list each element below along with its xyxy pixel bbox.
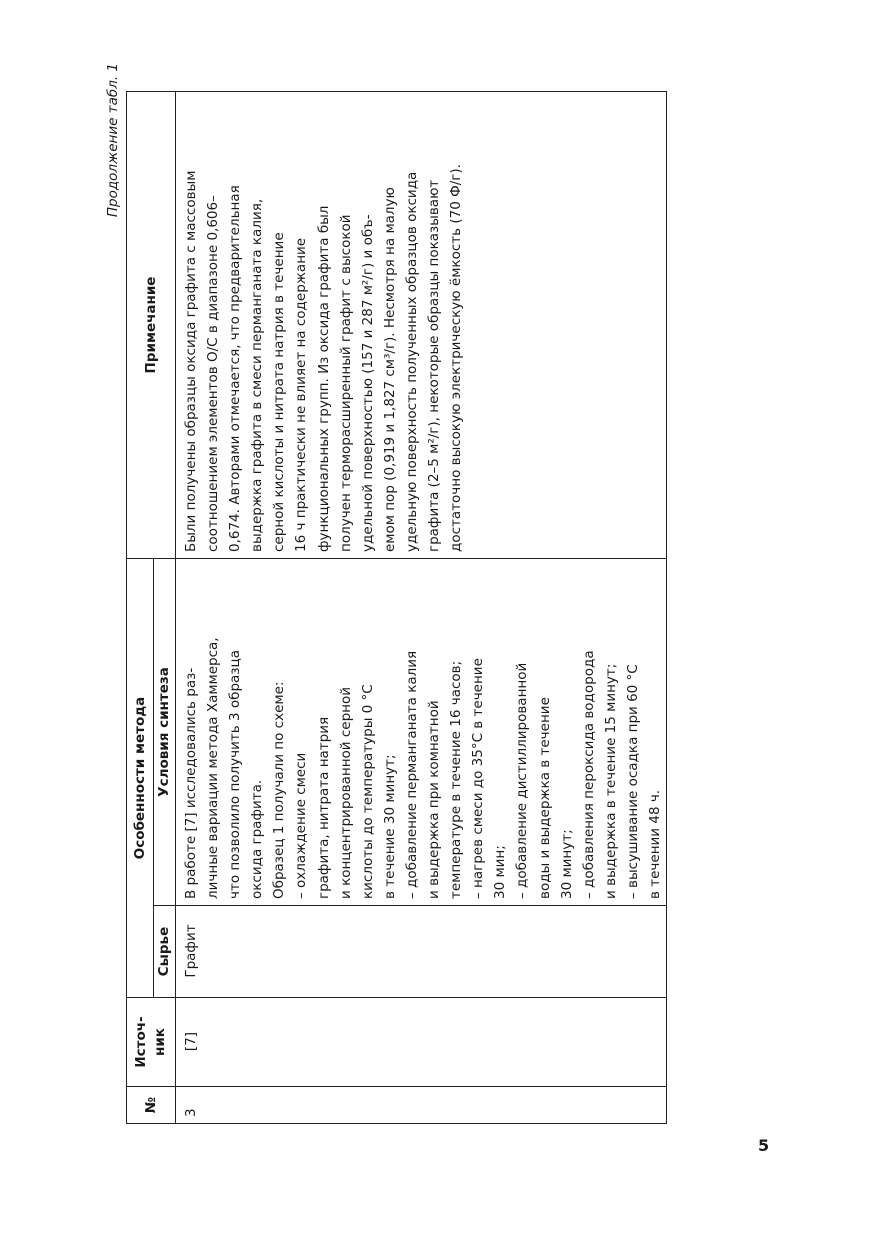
- conditions-line: и выдержка в течение 15 минут;: [602, 663, 619, 899]
- note-line: 16 ч практически не влияет на содержание: [293, 237, 310, 552]
- conditions-line: – высушивание осадка при 60 °С: [624, 664, 641, 899]
- page-number: 5: [758, 1136, 770, 1155]
- cell-synthesis-conditions: [176, 559, 667, 906]
- conditions-line: В работе [7] исследовались раз-: [183, 667, 199, 899]
- cell-source: [7]: [176, 998, 667, 1087]
- note-line: функциональных групп. Из оксида графита был: [315, 205, 332, 552]
- conditions-line: 30 мин;: [492, 845, 509, 899]
- note-line: 0,674. Авторами отмечается, что предварительная: [227, 185, 244, 552]
- conditions-line: – добавления пероксида водорода: [580, 650, 597, 899]
- header-synthesis-conditions: Условия синтеза: [154, 559, 176, 906]
- conditions-line: личные вариации метода Хаммерса,: [205, 637, 222, 899]
- conditions-line: в течение 30 минут;: [381, 754, 398, 899]
- cell-raw-material: Графит: [176, 906, 667, 998]
- table-row: [176, 92, 667, 1124]
- conditions-line: – охлаждение смеси: [293, 752, 310, 899]
- conditions-line: – добавление перманганата калия: [403, 650, 420, 899]
- cell-note: [176, 92, 667, 559]
- conditions-line: и выдержка при комнатной: [426, 700, 443, 899]
- conditions-line: графита, нитрата натрия: [315, 716, 332, 899]
- conditions-line: кислоты до температуры 0 °С: [359, 684, 376, 899]
- table-header-row: [127, 92, 154, 1124]
- conditions-line: и концентрированной серной: [337, 686, 354, 899]
- note-line: Были получены образцы оксида графита с массовым: [183, 170, 199, 552]
- header-source-line: Источ-: [133, 1016, 149, 1068]
- table-continuation-caption: Продолжение табл. 1: [105, 63, 121, 218]
- header-number: №: [127, 1087, 176, 1124]
- header-source: [127, 998, 176, 1087]
- header-source-line: ник: [152, 1028, 168, 1056]
- header-method-features: Особенности метода: [127, 559, 154, 998]
- note-line: серной кислоты и нитрата натрия в течение: [271, 232, 288, 552]
- conditions-line: 30 минут;: [558, 829, 575, 899]
- cell-number: 3: [176, 1087, 667, 1124]
- note-line: удельной поверхностью (157 и 287 м²/г) и объ-: [359, 214, 376, 552]
- methods-table: [126, 91, 667, 1124]
- note-line: выдержка графита в смеси перманганата калия,: [249, 198, 266, 552]
- conditions-line: – нагрев смеси до 35°С в течение: [470, 658, 487, 899]
- header-raw-material: Сырье: [154, 906, 176, 998]
- conditions-line: – добавление дистиллированной: [514, 662, 531, 899]
- note-line: достаточно высокую электрическую ёмкость (70 Ф/г).: [448, 164, 465, 552]
- note-line: соотношением элементов О/С в диапазоне 0,606–: [205, 195, 222, 552]
- note-line: графита (2–5 м²/г), некоторые образцы показывают: [426, 179, 443, 552]
- note-line: емом пор (0,919 и 1,827 см³/г). Несмотря на малую: [381, 187, 398, 552]
- conditions-line: воды и выдержка в течение: [536, 697, 553, 899]
- conditions-line: Образец 1 получали по схеме:: [271, 681, 288, 899]
- note-line: удельную поверхность полученных образцов оксида: [403, 171, 420, 552]
- header-note: Примечание: [127, 92, 176, 559]
- conditions-line: в течении 48 ч.: [646, 789, 663, 899]
- conditions-line: оксида графита.: [249, 779, 266, 899]
- conditions-line: температуре в течение 16 часов;: [448, 660, 465, 899]
- conditions-line: что позволило получить 3 образца: [227, 650, 244, 899]
- note-line: получен терморасширенный графит с высокой: [337, 214, 354, 552]
- rotated-table-container: [126, 92, 661, 1124]
